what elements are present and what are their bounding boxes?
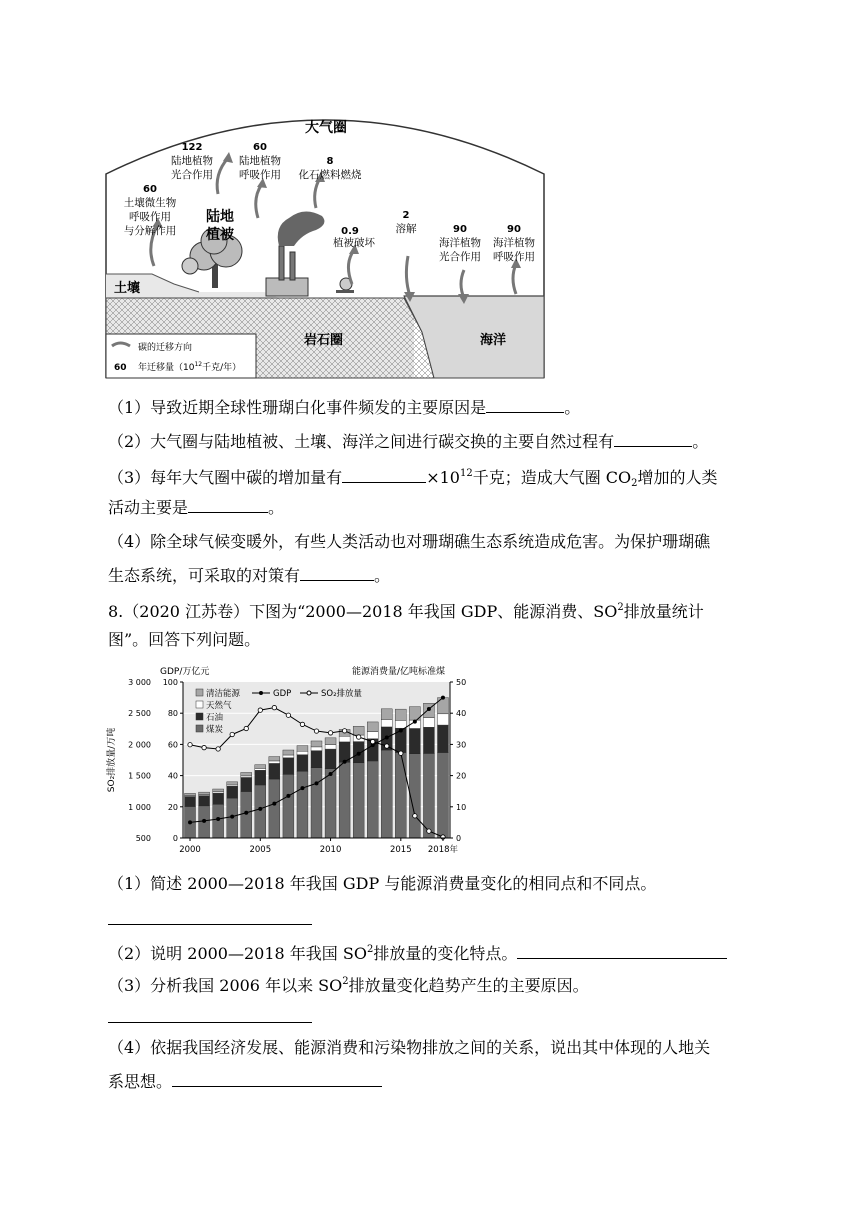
q7-part4-line2: 生态系统，可采取的对策有 。 <box>108 562 390 588</box>
gdp-point <box>357 752 361 756</box>
bar-煤炭 <box>423 753 434 838</box>
q8-title: 8.（2020 江苏卷）下图为“2000—2018 年我国 GDP、能源消费、$SO^2$排放量统计 <box>108 602 704 621</box>
gdp-energy-so2-chart <box>104 662 480 864</box>
so2-tick-label: 2 500 <box>128 709 151 719</box>
q7-part1: （1）导致近期全球性珊瑚白化事件频发的主要原因是 。 <box>108 394 580 420</box>
gdp-tick-label: 40 <box>167 771 178 781</box>
gdp-point <box>202 819 206 823</box>
svg-text:光合作用: 光合作用 <box>439 251 481 263</box>
bar-清洁能源 <box>367 722 378 732</box>
bar-清洁能源 <box>213 789 224 792</box>
bar-清洁能源 <box>283 750 294 755</box>
gdp-point <box>286 794 290 798</box>
bar-天然气 <box>367 732 378 739</box>
gdp-point <box>258 807 262 811</box>
carbon-cycle-diagram <box>104 106 546 382</box>
bar-天然气 <box>255 768 266 770</box>
bar-煤炭 <box>381 750 392 838</box>
svg-text:呼吸作用: 呼吸作用 <box>493 251 535 263</box>
bar-天然气 <box>381 719 392 726</box>
answer-line[interactable] <box>108 1022 312 1023</box>
q7-part3-line2: 活动主要是 。 <box>108 494 284 520</box>
legend-value-text: 年迁移量（$10^{12}$千克/年） <box>138 361 242 373</box>
answer-blank[interactable] <box>517 940 727 959</box>
gdp-point <box>427 707 431 711</box>
bar-清洁能源 <box>241 772 252 775</box>
gdp-point <box>413 720 417 724</box>
energy-tick-label: 20 <box>456 771 467 781</box>
so2-axis-label: SO₂排放量/万吨 <box>107 727 117 793</box>
so2-point <box>216 747 220 751</box>
gdp-tick-label: 80 <box>167 709 178 719</box>
bar-清洁能源 <box>437 698 448 714</box>
svg-text:溶解: 溶解 <box>395 223 417 235</box>
bar-清洁能源 <box>269 757 280 761</box>
gdp-tick-label: 100 <box>162 678 178 687</box>
so2-point <box>427 829 431 833</box>
flow-value: 0.9 <box>341 226 359 237</box>
legend-coal: 煤炭 <box>206 725 224 735</box>
gdp-axis-label: GDP/万亿元 <box>160 667 210 677</box>
bar-石油 <box>423 727 434 753</box>
bar-清洁能源 <box>185 793 196 795</box>
gdp-point <box>399 729 403 733</box>
bar-清洁能源 <box>199 792 210 794</box>
q8-part2: （2）说明 2000—2018 年我国 $SO^2$排放量的变化特点。 <box>108 938 727 966</box>
flow-value: 90 <box>453 224 467 235</box>
bar-煤炭 <box>311 768 322 838</box>
so2-point <box>413 814 417 818</box>
flow-value: 90 <box>507 224 521 235</box>
gdp-point <box>343 760 347 764</box>
gdp-point <box>216 817 220 821</box>
so2-tick-label: 1 500 <box>128 771 151 781</box>
answer-blank[interactable] <box>342 464 426 483</box>
so2-tick-label: 1 000 <box>128 802 151 812</box>
flow-value: 2 <box>402 210 410 221</box>
bar-煤炭 <box>297 771 308 838</box>
bar-煤炭 <box>241 792 252 838</box>
lithosphere-label: 岩石圈 <box>304 333 344 348</box>
bar-清洁能源 <box>353 726 364 735</box>
gdp-point <box>272 802 276 806</box>
so2-point <box>188 743 192 747</box>
bar-石油 <box>185 797 196 807</box>
so2-point <box>399 751 403 755</box>
so2-tick-label: 500 <box>135 834 151 843</box>
bar-石油 <box>213 793 224 804</box>
bar-石油 <box>227 786 238 798</box>
bar-石油 <box>199 796 210 806</box>
bar-煤炭 <box>353 763 364 838</box>
bar-石油 <box>283 758 294 775</box>
bar-天然气 <box>423 718 434 728</box>
atmosphere-label: 大气圈 <box>305 120 347 136</box>
gdp-point <box>230 815 234 819</box>
bar-煤炭 <box>269 779 280 838</box>
so2-point <box>258 708 262 712</box>
energy-tick-label: 0 <box>456 834 462 843</box>
bar-清洁能源 <box>297 746 308 752</box>
bar-石油 <box>255 770 266 785</box>
svg-text:化石燃料燃烧: 化石燃料燃烧 <box>298 169 362 181</box>
x-tick-label: 2010 <box>319 845 342 855</box>
bar-煤炭 <box>367 761 378 838</box>
answer-line[interactable] <box>108 924 312 925</box>
bar-天然气 <box>311 747 322 751</box>
bar-石油 <box>269 763 280 779</box>
bar-天然气 <box>241 776 252 778</box>
legend-oil: 石油 <box>206 713 224 723</box>
gdp-tick-label: 60 <box>167 740 178 750</box>
gdp-point <box>188 820 192 824</box>
answer-blank[interactable] <box>300 562 374 581</box>
bar-煤炭 <box>325 769 336 838</box>
x-tick-label: 2000 <box>179 845 201 855</box>
gdp-tick-label: 20 <box>167 802 178 812</box>
bar-清洁能源 <box>325 738 336 745</box>
gdp-point <box>329 772 333 776</box>
svg-text:植被破坏: 植被破坏 <box>333 237 375 249</box>
q7-part3: （3）每年大气圈中碳的增加量有 $\times 10^{12}$千克；造成大气圈 $CO_2$增加的人类 <box>108 462 718 496</box>
svg-text:呼吸作用: 呼吸作用 <box>239 169 281 181</box>
answer-blank[interactable] <box>614 428 692 447</box>
so2-point <box>356 735 360 739</box>
svg-text:海洋植物: 海洋植物 <box>493 237 535 249</box>
gdp-tick-label: 0 <box>172 834 178 843</box>
svg-text:60: 60 <box>114 363 127 373</box>
q8-part1: （1）简述 2000—2018 年我国 GDP 与能源消费量变化的相同点和不同点。 <box>108 874 657 893</box>
flow-value: 8 <box>326 156 334 167</box>
bar-煤炭 <box>283 774 294 838</box>
bar-煤炭 <box>395 753 406 838</box>
so2-tick-label: 3 000 <box>128 678 151 687</box>
so2-point <box>328 731 332 735</box>
bar-清洁能源 <box>395 709 406 720</box>
q7-part4: （4）除全球气候变暖外，有些人类活动也对珊瑚礁生态系统造成危害。为保护珊瑚礁 <box>108 532 711 551</box>
svg-text:海洋植物: 海洋植物 <box>439 237 481 249</box>
svg-text:陆地植物: 陆地植物 <box>171 155 213 167</box>
energy-tick-label: 30 <box>456 740 467 750</box>
legend-arrow-text: 碳的迁移方向 <box>138 343 193 353</box>
q8-part3: （3）分析我国 2006 年以来 $SO^2$排放量变化趋势产生的主要原因。 <box>108 976 589 995</box>
legend-gas: 天然气 <box>206 701 232 711</box>
x-tick-label: 2015 <box>389 845 412 855</box>
svg-text:与分解作用: 与分解作用 <box>123 225 177 237</box>
gdp-point <box>244 811 248 815</box>
gdp-point <box>385 736 389 740</box>
x-tick-label: 2018年 <box>427 845 459 855</box>
q8-title-line2: 图”。回答下列问题。 <box>108 630 261 649</box>
gdp-point <box>300 786 304 790</box>
svg-text:光合作用: 光合作用 <box>171 169 213 181</box>
bar-石油 <box>437 725 448 752</box>
energy-tick-label: 10 <box>456 802 467 812</box>
bar-煤炭 <box>213 804 224 838</box>
bar-天然气 <box>339 736 350 742</box>
land-veg-label: 陆地植被 <box>206 209 234 243</box>
so2-point <box>385 744 389 748</box>
bar-天然气 <box>269 761 280 763</box>
bar-石油 <box>241 777 252 791</box>
so2-point <box>272 705 276 709</box>
bar-石油 <box>409 728 420 753</box>
gdp-point <box>441 696 445 700</box>
q7-part2: （2）大气圈与陆地植被、土壤、海洋之间进行碳交换的主要自然过程有 。 <box>108 428 708 454</box>
legend-so2: SO₂排放量 <box>321 689 362 699</box>
answer-blank[interactable] <box>172 1068 382 1087</box>
energy-tick-label: 50 <box>456 678 467 687</box>
so2-point <box>371 739 375 743</box>
flow-value: 122 <box>181 142 203 153</box>
bar-天然气 <box>395 720 406 728</box>
svg-text:呼吸作用: 呼吸作用 <box>129 211 171 223</box>
q8-part4: （4）依据我国经济发展、能源消费和污染物排放之间的关系，说出其中体现的人地关 <box>108 1038 711 1057</box>
bar-煤炭 <box>437 753 448 838</box>
bar-天然气 <box>325 745 336 749</box>
so2-point <box>314 729 318 733</box>
bar-天然气 <box>297 751 308 754</box>
x-tick-label: 2005 <box>249 845 272 855</box>
flow-value: 60 <box>253 142 267 153</box>
bar-清洁能源 <box>255 765 266 769</box>
ocean-label: 海洋 <box>480 333 507 348</box>
gdp-point <box>315 781 319 785</box>
svg-text:陆地植物: 陆地植物 <box>239 155 281 167</box>
legend-clean: 清洁能源 <box>206 689 241 699</box>
answer-blank[interactable] <box>486 394 564 413</box>
soil-label: 土壤 <box>114 281 141 296</box>
bar-石油 <box>325 749 336 769</box>
bar-石油 <box>311 751 322 768</box>
right-axis-label: 能源消费量/亿吨标准煤 <box>352 667 446 677</box>
q8-part4-line2: 系思想。 <box>108 1068 382 1094</box>
bar-清洁能源 <box>381 709 392 720</box>
answer-blank[interactable] <box>188 494 268 513</box>
svg-text:土壤微生物: 土壤微生物 <box>123 197 177 209</box>
bar-煤炭 <box>409 754 420 838</box>
so2-point <box>286 713 290 717</box>
so2-point <box>202 745 206 749</box>
bar-石油 <box>297 755 308 772</box>
bar-天然气 <box>283 755 294 758</box>
flow-value: 60 <box>143 184 157 195</box>
so2-tick-label: 2 000 <box>128 740 151 750</box>
bar-煤炭 <box>255 785 266 838</box>
bar-清洁能源 <box>227 782 238 785</box>
so2-point <box>230 732 234 736</box>
energy-tick-label: 40 <box>456 709 467 719</box>
so2-point <box>300 722 304 726</box>
bar-煤炭 <box>339 762 350 838</box>
so2-point <box>244 726 248 730</box>
so2-point <box>342 729 346 733</box>
bar-清洁能源 <box>311 741 322 747</box>
legend-gdp: GDP <box>273 689 292 699</box>
bar-天然气 <box>437 714 448 725</box>
